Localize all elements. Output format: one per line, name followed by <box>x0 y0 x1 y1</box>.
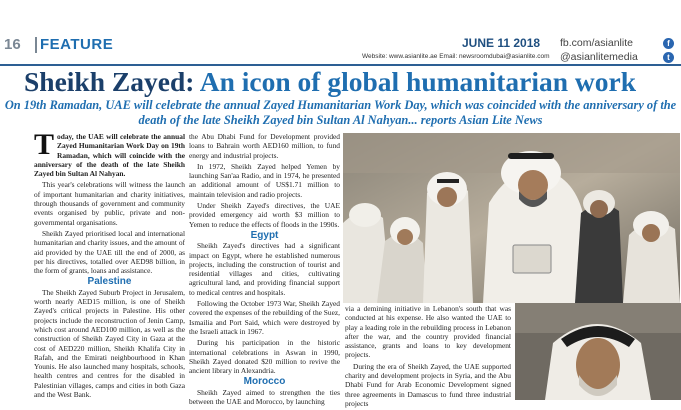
main-photo <box>343 133 680 303</box>
paragraph: The Sheikh Zayed Suburb Project in Jerusalem, worth nearly AED15 million, is one of Sheikh Zayed's critical projects in Palestine. His other projects include the reconstruction of Jenin Camp, which cost around AED100 million, as well as the construction of Sheikh Zayed City in Gaza at the cost of AED220 million, Sheikh Khalifa City in Rafah, and the Emirati neighbourhood in Khan Younis. He also launched many hospitals, schools, health centres and centres for the disabled in Palestinian villages, camps and cities in both Gaza and the West Bank. <box>34 287 185 400</box>
issue-date: JUNE 11 2018 <box>462 36 541 50</box>
paragraph: Under Sheikh Zayed's directives, the UAE provided emergency aid worth $3 million to Yemen to reduce the effects of floods in the 1990s. <box>189 201 340 229</box>
subheading-palestine: Palestine <box>87 276 132 288</box>
section-title: FEATURE <box>40 36 114 53</box>
article-column-2 <box>189 132 340 408</box>
headline-rest: An icon of global humanitarian work <box>199 66 637 97</box>
drop-cap: T <box>34 128 55 161</box>
headline <box>24 66 636 98</box>
article-column-1 <box>34 128 185 401</box>
paragraph: via a demining initiative in Lebanon's south that was conducted at his expense. He also wanted the UAE to play a leading role in the rebuilding process in Lebanon after the war, and the country provided financial assistance, grants and loans to key development projects. <box>345 304 511 360</box>
facebook-icon[interactable]: f <box>663 38 674 49</box>
twitter-icon[interactable]: t <box>663 52 674 63</box>
article-column-3 <box>345 304 511 410</box>
paragraph: the Abu Dhabi Fund for Development provided loans to Bahrain worth AED160 million, to fund energy and industrial projects. <box>189 132 340 160</box>
paragraph: Following the October 1973 War, Sheikh Zayed covered the expenses of the rebuilding of the Suez, Ismailia and Port Said, which were destroyed by the Israeli attack in 1967. <box>189 299 340 336</box>
twitter-link[interactable]: @asianlitemedia <box>560 51 638 63</box>
lead-text: oday, the UAE will celebrate the annual Zayed Humanitarian Work Day on 19th Ramadan, which will coincide with the anniversary of the death of the late Sheikh Zayed bin Sultan Al Nahyan. <box>34 132 185 179</box>
paragraph: Sheikh Zayed prioritised local and international humanitarian and charity issues, and the amount of aid provided by the UAE till the end of 2000, as per his directives, totalled over AED98 billion, in the form of grants, loans and assistance. <box>34 228 185 276</box>
paragraph: Sheikh Zayed's directives had a significant impact on Egypt, where he established numerous projects, including the construction of tourist and residential villages and cities, cultivating agricultural land, and providing financial support to medical centres and hospitals. <box>189 241 340 297</box>
subheading-morocco: Morocco <box>243 376 286 388</box>
headline-name: Sheikh Zayed: <box>24 66 195 97</box>
paragraph: This year's celebrations will witness the launch of important humanitarian and charity initiatives, through thousands of government and community events organised by public, private and non-governmental organisations. <box>34 180 185 227</box>
website-email-line[interactable]: Website: www.asianlite.ae Email: newsroomdubai@asianlite.com <box>362 53 550 60</box>
paragraph: During the era of Sheikh Zayed, the UAE supported charity and development projects in Syria, and the Abu Dhabi Fund for Arab Economic Development signed three agreements in Damascus to fund three industrial projects <box>345 361 511 408</box>
lead-paragraph <box>34 128 185 179</box>
page-number: 16 <box>4 36 21 53</box>
photo-portrait <box>515 303 681 400</box>
paragraph: In 1972, Sheikh Zayed helped Yemen by launching San'aa Radio, and in 1974, he presented an additional amount of US$1.71 million to maintain television and radio projects. <box>189 161 340 199</box>
facebook-link[interactable]: fb.com/asianlite <box>560 37 633 49</box>
portrait-photo <box>515 303 681 400</box>
photo-group-of-men <box>343 133 680 303</box>
header-divider <box>35 37 37 53</box>
paragraph: Sheikh Zayed aimed to strengthen the ties between the UAE and Morocco, by launching <box>189 387 340 407</box>
standfirst: On 19th Ramadan, UAE will celebrate the annual Zayed Humanitarian Work Day, which was coincided with the anniversary of the death of the late Sheikh Zayed bin Sultan Al Nahyan... reports Asian Lite News <box>4 98 677 127</box>
subheading-egypt: Egypt <box>250 229 279 241</box>
paragraph: During his participation in the historic international celebrations in Aswan in 1990, Sheikh Zayed donated $20 million to revive the ancient library in Alexandria. <box>189 338 340 376</box>
